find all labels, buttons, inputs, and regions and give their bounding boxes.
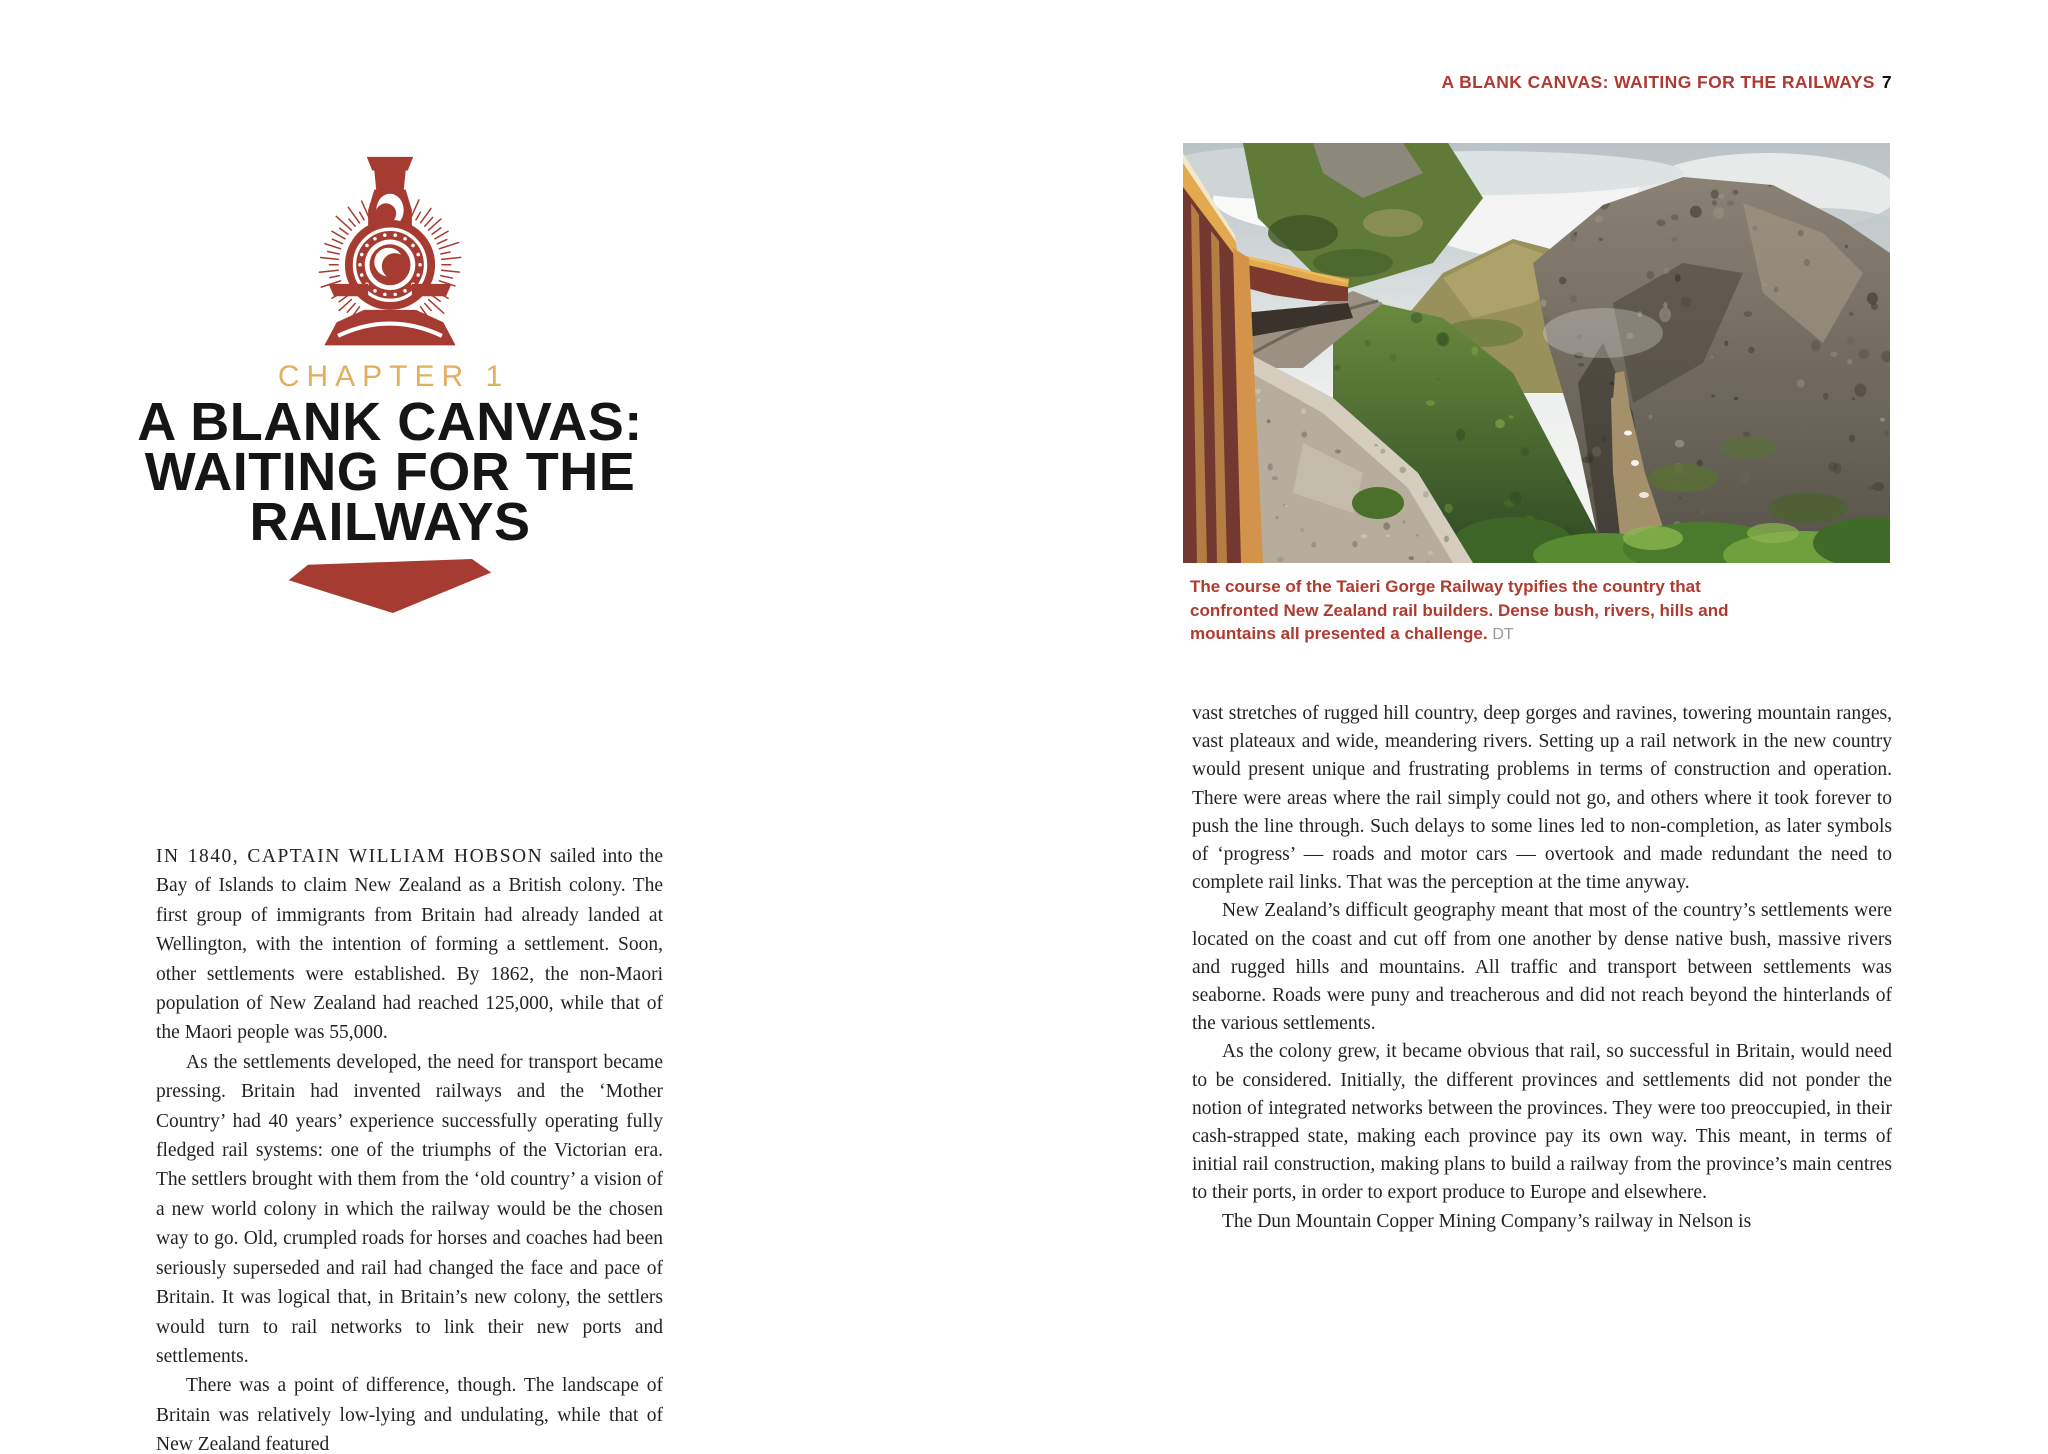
left-body-text — [156, 842, 663, 1454]
paragraph: There was a point of difference, though. The landscape of Britain was relatively low-lying and undulating, while that of New Zealand featured — [156, 1375, 663, 1454]
photo-caption — [1190, 575, 1735, 647]
chapter-title — [120, 392, 660, 552]
paragraph: The Dun Mountain Copper Mining Company’s railway in Nelson is — [1222, 1210, 1752, 1232]
paragraph — [156, 842, 663, 1048]
right-body-text — [1192, 700, 1892, 1236]
paragraph: As the colony grew, it became obvious that rail, so successful in Britain, would need to be considered. Initially, the different provinces and settlements did not ponder the notion of integrated networks between the provinces. They were too preoccupied, in their cash-strapped state, making each province pay its own way. This meant, in terms of initial rail construction, making plans to build a railway from the province’s main centres to their ports, in order to export produce to Europe and elsewhere. — [1192, 1041, 1892, 1204]
page-number: 7 — [1881, 72, 1892, 92]
chapter-title-line1: A BLANK CANVAS: — [137, 392, 643, 452]
gorge-railway-illustration — [1183, 143, 1890, 563]
paragraph: vast stretches of rugged hill country, deep gorges and ravines, towering mountain ranges, vast plateaux and wide, meandering rivers. Setting up a rail network in the new country would present unique and frustrating problems in terms of construction and operation. There were areas where the rail simply could not go, and others where it took forever to push the line through. Such delays to some lines led to non-completion, as later symbols of ‘progress’ — roads and motor cars — overtook and made redundant the need to complete rail links. That was the perception at the time anyway. — [1192, 703, 1892, 894]
paragraph: New Zealand’s difficult geography meant that most of the country’s settlements were located on the coast and cut off from one another by dense native bush, massive rivers and rugged hills and mountains. All traffic and transport between settlements was seaborne. Roads were puny and treacherous and did not reach beyond the hinterlands of the various settlements. — [1192, 900, 1892, 1035]
caption-text: The course of the Taieri Gorge Railway typifies the country that confronted New Zealand rail builders. Dense bush, rivers, hills and mountains all presented a challenge. — [1190, 577, 1729, 643]
taieri-gorge-photo — [1183, 143, 1890, 563]
down-arrow-divider-icon — [288, 559, 492, 613]
paragraph-text: sailed into the Bay of Islands to claim New Zealand as a British colony. The first group of immigrants from Britain had already landed at Wellington, with the intention of forming a settlement. Soon, other settlements were established. By 1862, the non-Maori population of New Zealand had reached 125,000, while that of the Maori people was 55,000. — [156, 846, 663, 1044]
photo-credit: DT — [1492, 626, 1514, 643]
steam-locomotive-icon — [308, 150, 472, 355]
running-head-title: A BLANK CANVAS: WAITING FOR THE RAILWAYS — [1441, 72, 1875, 92]
chapter-title-line3: RAILWAYS — [249, 492, 531, 552]
chapter-opening — [120, 150, 660, 613]
running-head — [1441, 72, 1892, 93]
chapter-number-label: CHAPTER 1 — [277, 360, 510, 393]
lead-in-caps: IN 1840, CAPTAIN WILLIAM HOBSON — [156, 846, 544, 867]
paragraph: As the settlements developed, the need for transport became pressing. Britain had invented railways and the ‘Mother Country’ had 40 years’ experience successfully operating fully fledged rail systems: one of the triumphs of the Victorian era. The settlers brought with them from the ‘old country’ a vision of a new world colony in which the railway would be the chosen way to go. Old, crumpled roads for horses and coaches had been seriously superseded and rail had changed the face and pace of Britain. It was logical that, in Britain’s new colony, the settlers would turn to rail networks to link their new ports and settlements. — [156, 1051, 663, 1367]
chapter-title-line2: WAITING FOR THE — [144, 442, 636, 502]
